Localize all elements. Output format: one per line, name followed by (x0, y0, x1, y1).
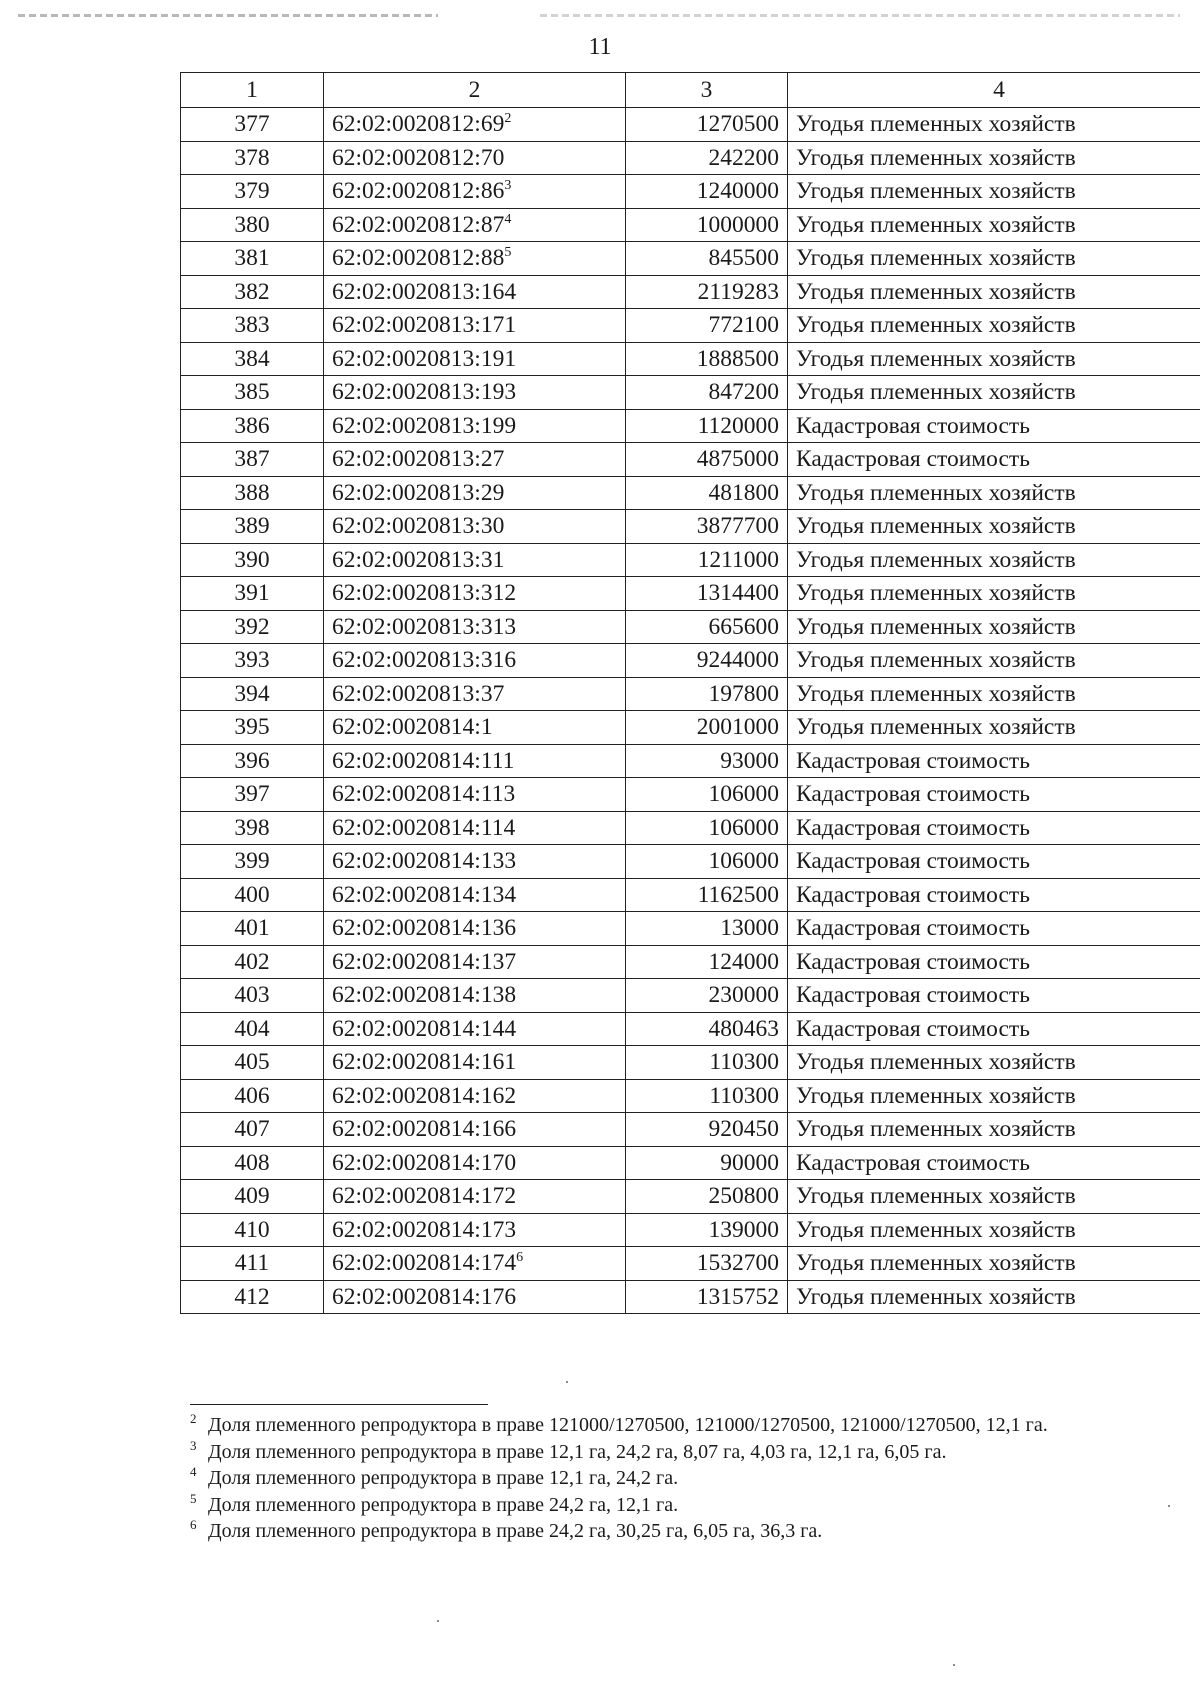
value-cell: 2119283 (626, 275, 788, 309)
cadastral-number: 62:02:0020814:133 (332, 848, 517, 875)
cadastral-number: 62:02:0020813:164 (332, 278, 517, 305)
value-cell: 106000 (626, 778, 788, 812)
table-row (181, 610, 1200, 644)
cadastral-number-cell (324, 443, 626, 477)
table-row (181, 1180, 1200, 1214)
row-number-cell: 384 (181, 342, 324, 376)
row-number-cell: 389 (181, 510, 324, 544)
cadastral-number-cell (324, 1280, 626, 1314)
cadastral-number: 62:02:0020814:144 (332, 1015, 517, 1042)
row-number-cell: 391 (181, 577, 324, 611)
cadastral-number-cell (324, 510, 626, 544)
cadastral-number: 62:02:0020813:312 (332, 580, 517, 607)
row-number-cell: 398 (181, 811, 324, 845)
footnote-item: 2 Доля племенного репродуктора в праве 121000/1270500, 121000/1270500, 121000/1270500, 12,1 га. (190, 1411, 1048, 1436)
column-header-2: 2 (324, 73, 626, 108)
footnote-text: Доля племенного репродуктора в праве 24,2 га, 12,1 га. (208, 1493, 679, 1516)
land-type-cell: Угодья племенных хозяйств (788, 1046, 1200, 1080)
value-cell: 124000 (626, 945, 788, 979)
footnote-text: Доля племенного репродуктора в праве 121000/1270500, 121000/1270500, 121000/1270500, 12,1 га. (208, 1414, 1048, 1436)
table-header-row (181, 73, 1200, 108)
row-number-cell: 378 (181, 141, 324, 175)
value-cell: 197800 (626, 677, 788, 711)
row-number-cell: 379 (181, 175, 324, 209)
value-cell: 3877700 (626, 510, 788, 544)
row-number-cell: 411 (181, 1247, 324, 1281)
value-cell: 90000 (626, 1146, 788, 1180)
table-row (181, 1146, 1200, 1180)
value-cell: 9244000 (626, 644, 788, 678)
value-cell: 1888500 (626, 342, 788, 376)
column-header-4: 4 (788, 73, 1200, 108)
row-number-cell: 408 (181, 1146, 324, 1180)
table-row (181, 1113, 1200, 1147)
land-type-cell: Кадастровая стоимость (788, 945, 1200, 979)
value-cell: 1315752 (626, 1280, 788, 1314)
page-number: 11 (588, 34, 612, 60)
cadastral-number-cell (324, 1213, 626, 1247)
value-cell: 1120000 (626, 409, 788, 443)
cadastral-number-cell (324, 409, 626, 443)
land-type-cell: Кадастровая стоимость (788, 845, 1200, 879)
table-row (181, 443, 1200, 477)
value-cell: 1000000 (626, 208, 788, 242)
cadastral-number: 62:02:0020812:87 (332, 211, 505, 238)
row-number-cell: 405 (181, 1046, 324, 1080)
table-row (181, 108, 1200, 142)
value-cell: 13000 (626, 912, 788, 946)
table-row (181, 275, 1200, 309)
land-type-cell: Угодья племенных хозяйств (788, 108, 1200, 142)
table-row (181, 476, 1200, 510)
table-row (181, 543, 1200, 577)
row-number-cell: 404 (181, 1012, 324, 1046)
value-cell: 1314400 (626, 577, 788, 611)
cadastral-number: 62:02:0020814:176 (332, 1283, 517, 1310)
row-number-cell: 395 (181, 711, 324, 745)
scan-speck (437, 1620, 439, 1622)
scan-edge-left (18, 14, 438, 17)
row-number-cell: 400 (181, 878, 324, 912)
cadastral-number-cell (324, 1113, 626, 1147)
land-type-cell: Кадастровая стоимость (788, 811, 1200, 845)
cadastral-number: 62:02:0020814:113 (332, 781, 516, 808)
row-number-cell: 381 (181, 242, 324, 276)
row-number-cell: 397 (181, 778, 324, 812)
land-type-cell: Угодья племенных хозяйств (788, 141, 1200, 175)
cadastral-number: 62:02:0020814:172 (332, 1183, 517, 1210)
land-type-cell: Угодья племенных хозяйств (788, 1113, 1200, 1147)
cadastral-number: 62:02:0020814:136 (332, 915, 517, 942)
footnotes (190, 1412, 1160, 1545)
land-type-cell: Угодья племенных хозяйств (788, 543, 1200, 577)
value-cell: 665600 (626, 610, 788, 644)
footnote-reference: 5 (504, 245, 512, 261)
land-type-cell: Угодья племенных хозяйств (788, 1213, 1200, 1247)
value-cell: 920450 (626, 1113, 788, 1147)
cadastral-number: 62:02:0020812:70 (332, 144, 505, 171)
cadastral-number: 62:02:0020813:27 (332, 446, 505, 473)
cadastral-number-cell (324, 376, 626, 410)
cadastral-number-cell (324, 208, 626, 242)
cadastral-number-cell (324, 141, 626, 175)
table-row (181, 175, 1200, 209)
cadastral-number: 62:02:0020813:29 (332, 479, 505, 506)
parcel-table-body (181, 73, 1200, 1314)
footnote-reference: 4 (504, 211, 512, 227)
row-number-cell: 385 (181, 376, 324, 410)
value-cell: 110300 (626, 1079, 788, 1113)
land-type-cell: Кадастровая стоимость (788, 744, 1200, 778)
table-row (181, 376, 1200, 410)
row-number-cell: 403 (181, 979, 324, 1013)
value-cell: 480463 (626, 1012, 788, 1046)
cadastral-number-cell (324, 711, 626, 745)
table-row (181, 878, 1200, 912)
value-cell: 93000 (626, 744, 788, 778)
land-type-cell: Кадастровая стоимость (788, 409, 1200, 443)
row-number-cell: 407 (181, 1113, 324, 1147)
table-row (181, 141, 1200, 175)
footnote-separator (190, 1404, 488, 1405)
footnote-text: Доля племенного репродуктора в праве 12,1 га, 24,2 га, 8,07 га, 4,03 га, 12,1 га, 6,05 га. (208, 1440, 947, 1463)
cadastral-number: 62:02:0020813:191 (332, 345, 517, 372)
footnote-reference: 2 (504, 111, 512, 127)
cadastral-number: 62:02:0020813:193 (332, 379, 517, 406)
land-type-cell: Угодья племенных хозяйств (788, 175, 1200, 209)
table-row (181, 342, 1200, 376)
row-number-cell: 386 (181, 409, 324, 443)
footnote-item: 4 Доля племенного репродуктора в праве 12,1 га, 24,2 га. (190, 1464, 679, 1489)
cadastral-number: 62:02:0020814:114 (332, 814, 516, 841)
cadastral-number-cell (324, 1247, 626, 1281)
cadastral-number: 62:02:0020814:174 (332, 1250, 517, 1277)
value-cell: 1211000 (626, 543, 788, 577)
cadastral-number-cell (324, 1046, 626, 1080)
cadastral-number: 62:02:0020813:37 (332, 680, 505, 707)
cadastral-number: 62:02:0020813:199 (332, 412, 517, 439)
cadastral-number-cell (324, 744, 626, 778)
land-type-cell: Кадастровая стоимость (788, 912, 1200, 946)
land-type-cell: Кадастровая стоимость (788, 1146, 1200, 1180)
land-type-cell: Кадастровая стоимость (788, 443, 1200, 477)
value-cell: 847200 (626, 376, 788, 410)
cadastral-number: 62:02:0020814:162 (332, 1082, 517, 1109)
footnote-text: Доля племенного репродуктора в праве 24,2 га, 30,25 га, 6,05 га, 36,3 га. (208, 1520, 823, 1542)
value-cell: 1162500 (626, 878, 788, 912)
footnote-reference: 6 (516, 1250, 524, 1266)
cadastral-number-cell (324, 275, 626, 309)
cadastral-number: 62:02:0020814:173 (332, 1216, 517, 1243)
row-number-cell: 377 (181, 108, 324, 142)
land-type-cell: Угодья племенных хозяйств (788, 1280, 1200, 1314)
table-row (181, 778, 1200, 812)
cadastral-number-cell (324, 912, 626, 946)
cadastral-number: 62:02:0020814:170 (332, 1149, 517, 1176)
table-row (181, 979, 1200, 1013)
cadastral-number-cell (324, 811, 626, 845)
cadastral-number: 62:02:0020812:69 (332, 111, 505, 138)
table-row (181, 1012, 1200, 1046)
row-number-cell: 383 (181, 309, 324, 343)
table-row (181, 811, 1200, 845)
table-row (181, 309, 1200, 343)
row-number-cell: 412 (181, 1280, 324, 1314)
land-type-cell: Угодья племенных хозяйств (788, 376, 1200, 410)
row-number-cell: 382 (181, 275, 324, 309)
cadastral-number-cell (324, 644, 626, 678)
land-type-cell: Кадастровая стоимость (788, 878, 1200, 912)
value-cell: 2001000 (626, 711, 788, 745)
row-number-cell: 392 (181, 610, 324, 644)
value-cell: 845500 (626, 242, 788, 276)
row-number-cell: 393 (181, 644, 324, 678)
land-type-cell: Угодья племенных хозяйств (788, 577, 1200, 611)
row-number-cell: 409 (181, 1180, 324, 1214)
footnote-text: Доля племенного репродуктора в праве 12,1 га, 24,2 га. (208, 1467, 679, 1489)
cadastral-number-cell (324, 945, 626, 979)
column-header-1: 1 (181, 73, 324, 108)
cadastral-number-cell (324, 342, 626, 376)
cadastral-number-cell (324, 778, 626, 812)
cadastral-number: 62:02:0020813:316 (332, 647, 517, 674)
row-number-cell: 388 (181, 476, 324, 510)
table-row (181, 945, 1200, 979)
footnote-item: 3 Доля племенного репродуктора в праве 12,1 га, 24,2 га, 8,07 га, 4,03 га, 12,1 га, 6,05 га. (190, 1437, 947, 1463)
table-row (181, 208, 1200, 242)
cadastral-number: 62:02:0020813:313 (332, 613, 517, 640)
land-type-cell: Угодья племенных хозяйств (788, 242, 1200, 276)
cadastral-number: 62:02:0020814:166 (332, 1116, 517, 1143)
land-type-cell: Угодья племенных хозяйств (788, 644, 1200, 678)
table-row (181, 677, 1200, 711)
value-cell: 230000 (626, 979, 788, 1013)
row-number-cell: 396 (181, 744, 324, 778)
cadastral-number: 62:02:0020813:171 (332, 312, 517, 339)
value-cell: 242200 (626, 141, 788, 175)
cadastral-number: 62:02:0020812:88 (332, 245, 505, 272)
land-type-cell: Угодья племенных хозяйств (788, 342, 1200, 376)
cadastral-number-cell (324, 242, 626, 276)
table-row (181, 1213, 1200, 1247)
table-row (181, 744, 1200, 778)
table-row (181, 1280, 1200, 1314)
cadastral-number-cell (324, 108, 626, 142)
value-cell: 1270500 (626, 108, 788, 142)
table-row (181, 711, 1200, 745)
land-type-cell: Угодья племенных хозяйств (788, 476, 1200, 510)
cadastral-number: 62:02:0020812:86 (332, 178, 505, 205)
footnote-item: 6 Доля племенного репродуктора в праве 24,2 га, 30,25 га, 6,05 га, 36,3 га. (190, 1517, 823, 1542)
land-type-cell: Угодья племенных хозяйств (788, 1079, 1200, 1113)
cadastral-number-cell (324, 1012, 626, 1046)
scan-speck (566, 1381, 568, 1383)
scan-edge-right (540, 14, 1180, 17)
table-row (181, 409, 1200, 443)
value-cell: 106000 (626, 811, 788, 845)
cadastral-number: 62:02:0020814:134 (332, 881, 517, 908)
land-type-cell: Угодья племенных хозяйств (788, 510, 1200, 544)
row-number-cell: 380 (181, 208, 324, 242)
value-cell: 481800 (626, 476, 788, 510)
value-cell: 250800 (626, 1180, 788, 1214)
land-type-cell: Кадастровая стоимость (788, 778, 1200, 812)
land-type-cell: Угодья племенных хозяйств (788, 309, 1200, 343)
land-type-cell: Угодья племенных хозяйств (788, 275, 1200, 309)
cadastral-number: 62:02:0020814:111 (332, 747, 515, 774)
table-row (181, 644, 1200, 678)
table-row (181, 845, 1200, 879)
row-number-cell: 399 (181, 845, 324, 879)
land-type-cell: Угодья племенных хозяйств (788, 208, 1200, 242)
cadastral-number: 62:02:0020813:30 (332, 513, 505, 540)
cadastral-number-cell (324, 845, 626, 879)
table-row (181, 577, 1200, 611)
cadastral-number-cell (324, 577, 626, 611)
cadastral-number-cell (324, 1180, 626, 1214)
cadastral-number-cell (324, 1079, 626, 1113)
row-number-cell: 394 (181, 677, 324, 711)
value-cell: 772100 (626, 309, 788, 343)
cadastral-number-cell (324, 878, 626, 912)
land-type-cell: Угодья племенных хозяйств (788, 1180, 1200, 1214)
cadastral-number-cell (324, 677, 626, 711)
row-number-cell: 406 (181, 1079, 324, 1113)
table-row (181, 1046, 1200, 1080)
row-number-cell: 402 (181, 945, 324, 979)
land-type-cell: Угодья племенных хозяйств (788, 711, 1200, 745)
cadastral-number-cell (324, 309, 626, 343)
row-number-cell: 401 (181, 912, 324, 946)
row-number-cell: 410 (181, 1213, 324, 1247)
cadastral-number-cell (324, 610, 626, 644)
value-cell: 1240000 (626, 175, 788, 209)
cadastral-number: 62:02:0020814:137 (332, 948, 517, 975)
column-header-3: 3 (626, 73, 788, 108)
table-row (181, 1247, 1200, 1281)
cadastral-number-cell (324, 979, 626, 1013)
land-type-cell: Угодья племенных хозяйств (788, 610, 1200, 644)
land-type-cell: Угодья племенных хозяйств (788, 1247, 1200, 1281)
land-type-cell: Кадастровая стоимость (788, 979, 1200, 1013)
value-cell: 110300 (626, 1046, 788, 1080)
value-cell: 4875000 (626, 443, 788, 477)
value-cell: 139000 (626, 1213, 788, 1247)
table-row (181, 912, 1200, 946)
cadastral-number-cell (324, 1146, 626, 1180)
table-row (181, 510, 1200, 544)
value-cell: 1532700 (626, 1247, 788, 1281)
land-type-cell: Угодья племенных хозяйств (788, 677, 1200, 711)
cadastral-number-cell (324, 476, 626, 510)
land-type-cell: Кадастровая стоимость (788, 1012, 1200, 1046)
row-number-cell: 390 (181, 543, 324, 577)
scan-speck (1168, 1505, 1170, 1507)
cadastral-number-cell (324, 175, 626, 209)
table-row (181, 1079, 1200, 1113)
table-row (181, 242, 1200, 276)
cadastral-number: 62:02:0020814:138 (332, 982, 517, 1009)
footnote-reference: 3 (504, 178, 512, 194)
footnote-item: 5 Доля племенного репродуктора в праве 24,2 га, 12,1 га. (190, 1490, 679, 1516)
cadastral-number: 62:02:0020813:31 (332, 546, 505, 573)
cadastral-number-cell (324, 543, 626, 577)
value-cell: 106000 (626, 845, 788, 879)
cadastral-number: 62:02:0020814:1 (332, 714, 493, 741)
scan-speck (953, 1664, 955, 1666)
cadastral-number: 62:02:0020814:161 (332, 1049, 517, 1076)
row-number-cell: 387 (181, 443, 324, 477)
parcel-table (180, 72, 1200, 1314)
